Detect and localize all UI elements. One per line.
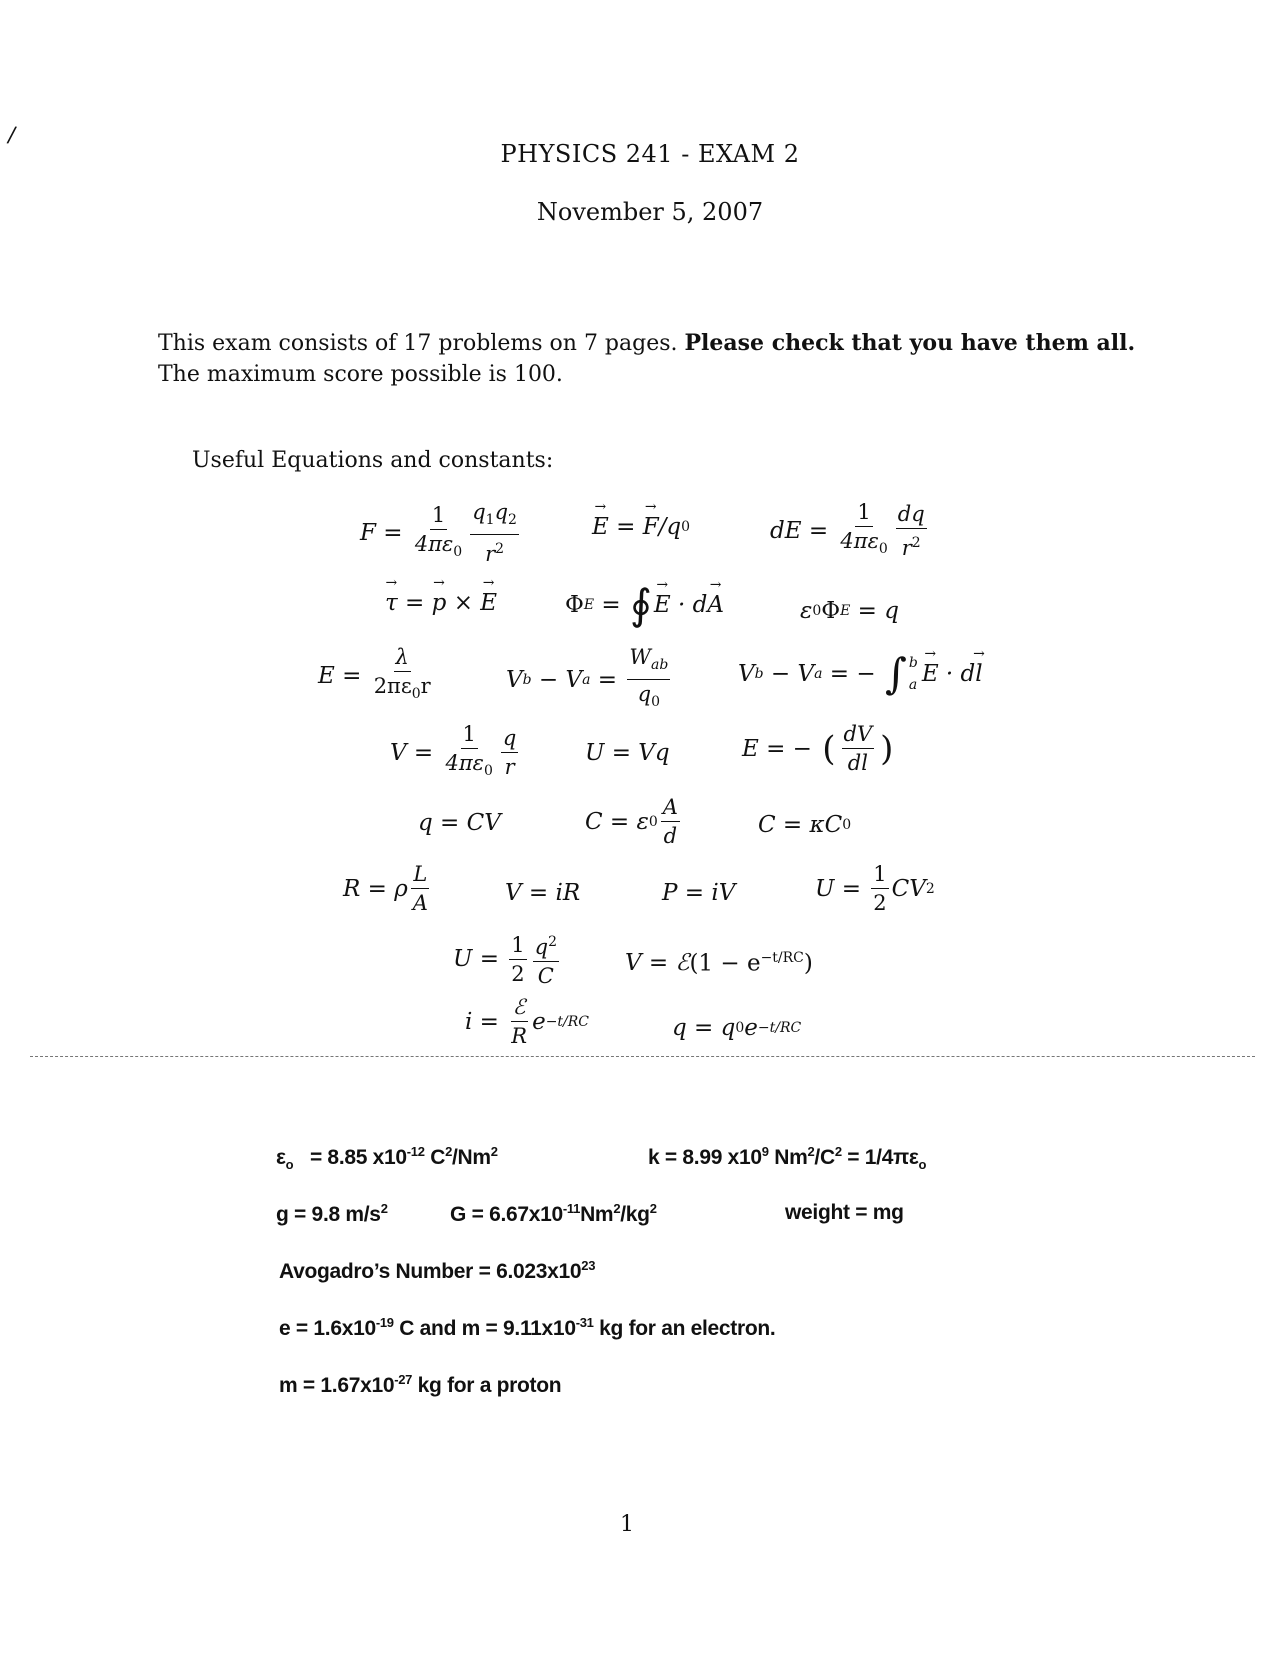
epsilon0-constant: $\varepsilon_o$ = 8.85 $x10^{-12}$ $C^2/Nm^2$ (276, 1144, 498, 1173)
electron-constants: $e = 1.6x10^{-19}$ C and $m = 9.11x10^{-31}$ kg for an electron. (279, 1315, 776, 1340)
line-charge-field-equation: E = $\frac{\lambda}{2\pi\varepsilon_0r}$ (318, 645, 431, 703)
parallel-plate-capacitance-equation: C = ε 0 $\frac{A}{d}$ (585, 795, 678, 848)
page-number: 1 (620, 1512, 634, 1537)
weight-relation: weight = mg (785, 1201, 904, 1224)
intro-line2: The maximum score possible is 100. (158, 362, 563, 387)
intro-line1-bold: Please check that you have them all. (684, 330, 1136, 356)
field-element-equation: dE = $\frac{1}{4\pi\varepsilon_0}$ $\frac{dq}{r^2}$ (770, 500, 925, 560)
rc-current-equation: i = $\frac{\text{ℰ}}{R}$ e −t/RC (465, 995, 590, 1048)
avogadro-constant: Avogadro’s Number = $6.023x10^{23}$ (279, 1258, 596, 1283)
charge-capacitance-equation: q = CV (418, 810, 501, 836)
field-gradient-equation: E = − ( $\frac{dV}{dl}$ ) (742, 722, 894, 775)
equations-heading: Useful Equations and constants: (192, 448, 554, 473)
potential-work-equation: V b − V a = $\frac{W_{ab}}{q_0}$ (506, 645, 669, 711)
electric-field-definition-equation: → E = → F /q 0 (592, 514, 690, 540)
gauss-law-equation: ε 0 Φ E = q (800, 598, 899, 624)
proton-mass-constant: $m = 1.67x10^{-27}$ kg for a proton (279, 1372, 562, 1397)
potential-energy-charge-equation: U = Vq (585, 740, 670, 766)
gravitational-constant: $G = 6.67x10^{-11}Nm^2/kg^2$ (450, 1201, 657, 1226)
coulomb-law-equation: F = $\frac{1}{4\pi\varepsilon_0}$ $\frac{q_1q_2}{r^2}$ (360, 500, 517, 567)
intro-paragraph (158, 328, 1158, 390)
ohms-law-equation: V = iR (505, 880, 581, 906)
rc-charge-decay-equation: q = q 0 e −t/RC (672, 1015, 802, 1041)
rc-charging-voltage-equation: V = ℰ $(1 - e^{-t/RC})$ (625, 950, 813, 977)
point-potential-equation: V = $\frac{1}{4\pi\varepsilon_0}$ $\frac{q}{r}$ (390, 722, 517, 780)
gravity-acceleration-constant: g = 9.8 $m/s^2$ (276, 1201, 388, 1226)
margin-mark: / (5, 122, 18, 149)
exam-title: PHYSICS 241 - EXAM 2 (500, 140, 800, 168)
dielectric-capacitance-equation: C = κC 0 (758, 812, 852, 838)
capacitor-energy-equation: U = $\frac{1}{2}$ CV 2 (815, 862, 935, 915)
torque-equation: → τ = → p × → E (385, 590, 497, 616)
exam-date: November 5, 2007 (536, 198, 764, 226)
coulomb-constant: k = 8.99 $x10^9$ $Nm^2/C^2 = 1/4\pi\varepsilon_o$ (648, 1144, 927, 1173)
potential-integral-equation: V b − V a = − ∫ b a → E · d → l (738, 652, 983, 696)
resistance-equation: R = ρ $\frac{L}{A}$ (343, 862, 428, 915)
power-equation: P = iV (662, 880, 736, 906)
capacitor-energy-charge-equation: U = $\frac{1}{2}$ $\frac{q^2}{C}$ (453, 930, 562, 988)
section-divider (30, 1056, 1255, 1057)
gauss-flux-equation: Φ E = ∮ → E · d → A (565, 584, 724, 626)
intro-line1-start: This exam consists of 17 problems on 7 pages. (158, 331, 678, 356)
